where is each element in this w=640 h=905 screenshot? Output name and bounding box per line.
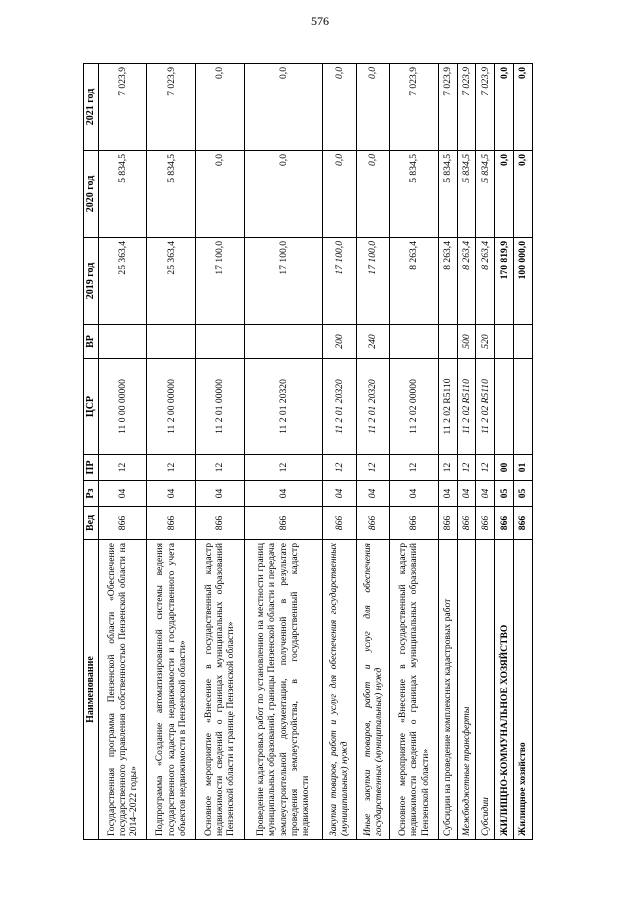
cell-2021: 7 023,9 [476,64,495,151]
cell-name: Субсидии на проведение комплексных кадастровых работ [438,540,457,840]
table-row [495,64,514,840]
cell-vr: 500 [457,325,476,359]
cell-name: Закупка товаров, работ и услуг для обеспечения государственных (муниципальных) нужд [322,540,356,840]
cell-pr: 12 [322,455,356,481]
cell-vr [514,325,533,359]
header-2020: 2020 год [84,151,99,238]
header-rz: Рз [84,481,99,507]
cell-2020: 5 834,5 [457,151,476,238]
cell-name: Основное мероприятие «Внесение в государственный кадастр недвижимости сведений о границах муниципальных образований Пензенской области и границе Пензенской области» [195,540,244,840]
cell-name: Жилищное хозяйство [514,540,533,840]
cell-name: Иные закупки товаров, работ и услуг для обеспечения государственных (муниципальных) нужд [356,540,390,840]
cell-2021: 0,0 [495,64,514,151]
cell-csr [495,359,514,455]
cell-name: Проведение кадастровых работ по установлению на местности границ муниципальных образований, границы Пензенской области и передача землеустроительной документации, полученной в результате проведения землеустройства, в государственный кадастр недвижимости [244,540,322,840]
table-row [98,64,147,840]
cell-rz: 04 [195,481,244,507]
cell-2019: 17 100,0 [356,238,390,325]
cell-csr: 11 2 02 R5110 [438,359,457,455]
cell-2019: 8 263,4 [438,238,457,325]
cell-vr: 200 [322,325,356,359]
cell-ved: 866 [244,507,322,540]
cell-ved: 866 [457,507,476,540]
cell-ved: 866 [476,507,495,540]
cell-vr: 240 [356,325,390,359]
cell-ved: 866 [356,507,390,540]
cell-pr: 01 [514,455,533,481]
table-row [514,64,533,840]
cell-2019: 100 000,0 [514,238,533,325]
cell-rz: 04 [390,481,439,507]
cell-2020: 0,0 [195,151,244,238]
rotated-table-container [83,64,533,840]
table-row [195,64,244,840]
cell-csr: 11 2 01 20320 [244,359,322,455]
cell-name: Межбюджетные трансферты [457,540,476,840]
cell-name: ЖИЛИЩНО-КОММУНАЛЬНОЕ ХОЗЯЙСТВО [495,540,514,840]
cell-csr [514,359,533,455]
cell-vr [147,325,196,359]
cell-pr: 12 [476,455,495,481]
cell-2020: 5 834,5 [390,151,439,238]
header-2021: 2021 год [84,64,99,151]
cell-2019: 8 263,4 [476,238,495,325]
cell-2019: 25 363,4 [147,238,196,325]
cell-ved: 866 [514,507,533,540]
cell-2021: 0,0 [514,64,533,151]
cell-ved: 866 [438,507,457,540]
table-row [244,64,322,840]
cell-2020: 5 834,5 [98,151,147,238]
cell-pr: 12 [244,455,322,481]
table-row [390,64,439,840]
cell-2020: 0,0 [244,151,322,238]
cell-2021: 7 023,9 [438,64,457,151]
cell-pr: 12 [390,455,439,481]
cell-ved: 866 [98,507,147,540]
cell-2019: 17 100,0 [322,238,356,325]
cell-2019: 8 263,4 [457,238,476,325]
cell-csr: 11 2 02 00000 [390,359,439,455]
table-row [356,64,390,840]
cell-rz: 04 [98,481,147,507]
cell-name: Подпрограмма «Создание автоматизированной системы ведения государственного кадастра недвижимости и государственного учета объектов недвижимости в Пензенской области» [147,540,196,840]
cell-rz: 04 [476,481,495,507]
cell-rz: 04 [356,481,390,507]
cell-vr [244,325,322,359]
cell-rz: 04 [322,481,356,507]
cell-2019: 8 263,4 [390,238,439,325]
page-number: 576 [311,14,329,28]
cell-2021: 0,0 [356,64,390,151]
cell-ved: 866 [195,507,244,540]
cell-pr: 12 [98,455,147,481]
header-name: Наименование [84,540,99,840]
cell-2021: 0,0 [195,64,244,151]
cell-ved: 866 [147,507,196,540]
table-row [322,64,356,840]
header-csr: ЦСР [84,359,99,455]
cell-pr: 12 [438,455,457,481]
cell-2021: 0,0 [322,64,356,151]
cell-rz: 05 [495,481,514,507]
header-pr: ПР [84,455,99,481]
cell-name: Основное мероприятие «Внесение в государственный кадастр недвижимости сведений о границах муниципальных образований Пензенской области» [390,540,439,840]
cell-2020: 5 834,5 [438,151,457,238]
cell-ved: 866 [495,507,514,540]
table-header-row [84,64,99,840]
cell-pr: 12 [356,455,390,481]
cell-pr: 12 [457,455,476,481]
cell-ved: 866 [322,507,356,540]
cell-2020: 0,0 [356,151,390,238]
cell-2021: 7 023,9 [457,64,476,151]
cell-ved: 866 [390,507,439,540]
cell-2020: 0,0 [495,151,514,238]
cell-csr: 11 2 02 R5110 [476,359,495,455]
cell-2019: 25 363,4 [98,238,147,325]
cell-csr: 11 2 01 20320 [356,359,390,455]
header-vr: ВР [84,325,99,359]
cell-2021: 7 023,9 [390,64,439,151]
cell-2020: 0,0 [322,151,356,238]
cell-vr [390,325,439,359]
cell-2020: 5 834,5 [476,151,495,238]
cell-rz: 04 [244,481,322,507]
cell-pr: 12 [147,455,196,481]
cell-csr: 11 2 01 20320 [322,359,356,455]
budget-table [83,63,533,840]
cell-vr [495,325,514,359]
cell-vr [438,325,457,359]
table-row [147,64,196,840]
cell-pr: 12 [195,455,244,481]
cell-name: Субсидии [476,540,495,840]
cell-name: Государственная программа Пензенской области «Обеспечение государственного управления собственностью Пензенской области на 2014–2022 годы» [98,540,147,840]
cell-csr: 11 0 00 00000 [98,359,147,455]
header-2019: 2019 год [84,238,99,325]
cell-pr: 00 [495,455,514,481]
cell-vr: 520 [476,325,495,359]
table-row [476,64,495,840]
cell-rz: 04 [438,481,457,507]
table-row [457,64,476,840]
cell-rz: 04 [457,481,476,507]
cell-vr [195,325,244,359]
cell-csr: 11 2 02 R5110 [457,359,476,455]
cell-csr: 11 2 00 00000 [147,359,196,455]
cell-2020: 5 834,5 [147,151,196,238]
table-row [438,64,457,840]
cell-2021: 0,0 [244,64,322,151]
cell-2020: 0,0 [514,151,533,238]
cell-2021: 7 023,9 [147,64,196,151]
cell-vr [98,325,147,359]
cell-2019: 17 100,0 [244,238,322,325]
cell-2021: 7 023,9 [98,64,147,151]
table-body [98,64,532,840]
cell-rz: 05 [514,481,533,507]
cell-csr: 11 2 01 00000 [195,359,244,455]
header-ved: Вед [84,507,99,540]
cell-2019: 17 100,0 [195,238,244,325]
cell-2019: 170 819,9 [495,238,514,325]
cell-rz: 04 [147,481,196,507]
